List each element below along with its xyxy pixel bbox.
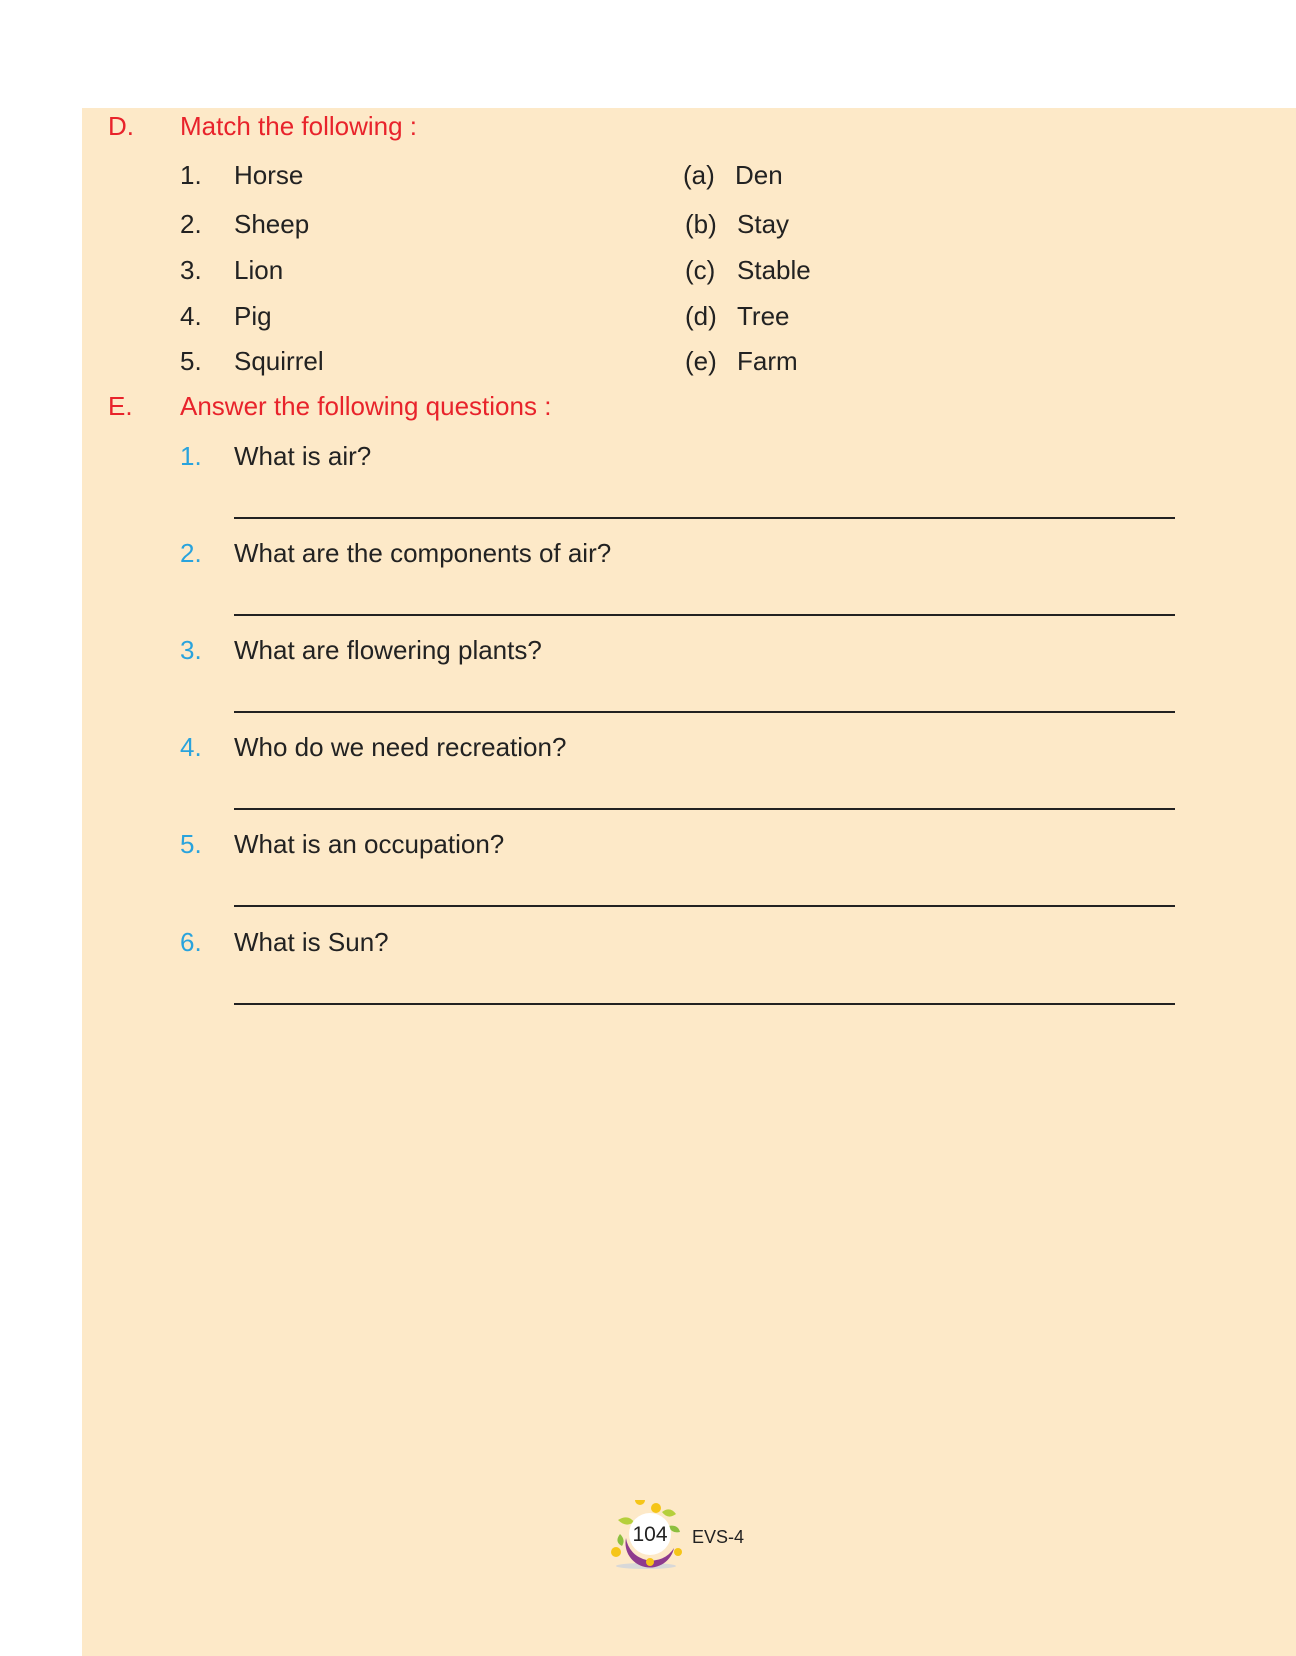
match-right-item: Stable (737, 255, 811, 285)
question-number: 6. (180, 927, 202, 957)
match-left-number: 4. (180, 301, 202, 331)
answer-line[interactable] (234, 1003, 1175, 1005)
question-number: 5. (180, 829, 202, 859)
question-text: Who do we need recreation? (234, 732, 567, 762)
match-left-item: Pig (234, 301, 272, 331)
worksheet-page (82, 108, 1296, 1656)
match-left-item: Sheep (234, 209, 310, 239)
question-text: What is air? (234, 441, 372, 471)
question-number: 3. (180, 635, 202, 665)
match-left-number: 3. (180, 255, 202, 285)
section-d-letter: D. (108, 111, 134, 141)
match-right-item: Farm (737, 346, 798, 376)
question-text: What is an occupation? (234, 829, 505, 859)
match-left-number: 2. (180, 209, 202, 239)
match-right-item: Stay (737, 209, 790, 239)
section-d-title: Match the following : (180, 111, 418, 141)
answer-line[interactable] (234, 711, 1175, 713)
match-left-item: Squirrel (234, 346, 324, 376)
answer-line[interactable] (234, 905, 1175, 907)
section-e-letter: E. (108, 391, 133, 421)
match-left-number: 1. (180, 160, 202, 190)
question-text: What are flowering plants? (234, 635, 542, 665)
answer-line[interactable] (234, 808, 1175, 810)
question-text: What are the components of air? (234, 538, 612, 568)
match-right-label: (e) (685, 346, 717, 376)
question-text: What is Sun? (234, 927, 389, 957)
match-left-item: Lion (234, 255, 284, 285)
match-right-label: (d) (685, 301, 717, 331)
match-right-label: (c) (685, 255, 716, 285)
book-label: EVS-4 (692, 1527, 745, 1547)
question-number: 1. (180, 441, 202, 471)
match-right-label: (b) (685, 209, 717, 239)
answer-line[interactable] (234, 614, 1175, 616)
match-right-item: Den (735, 160, 783, 190)
match-left-number: 5. (180, 346, 202, 376)
question-number: 2. (180, 538, 202, 568)
question-number: 4. (180, 732, 202, 762)
page-number: 104 (632, 1523, 668, 1546)
match-right-item: Tree (737, 301, 790, 331)
match-right-label: (a) (683, 160, 715, 190)
match-left-item: Horse (234, 160, 304, 190)
answer-line[interactable] (234, 517, 1175, 519)
section-e-title: Answer the following questions : (180, 391, 552, 421)
